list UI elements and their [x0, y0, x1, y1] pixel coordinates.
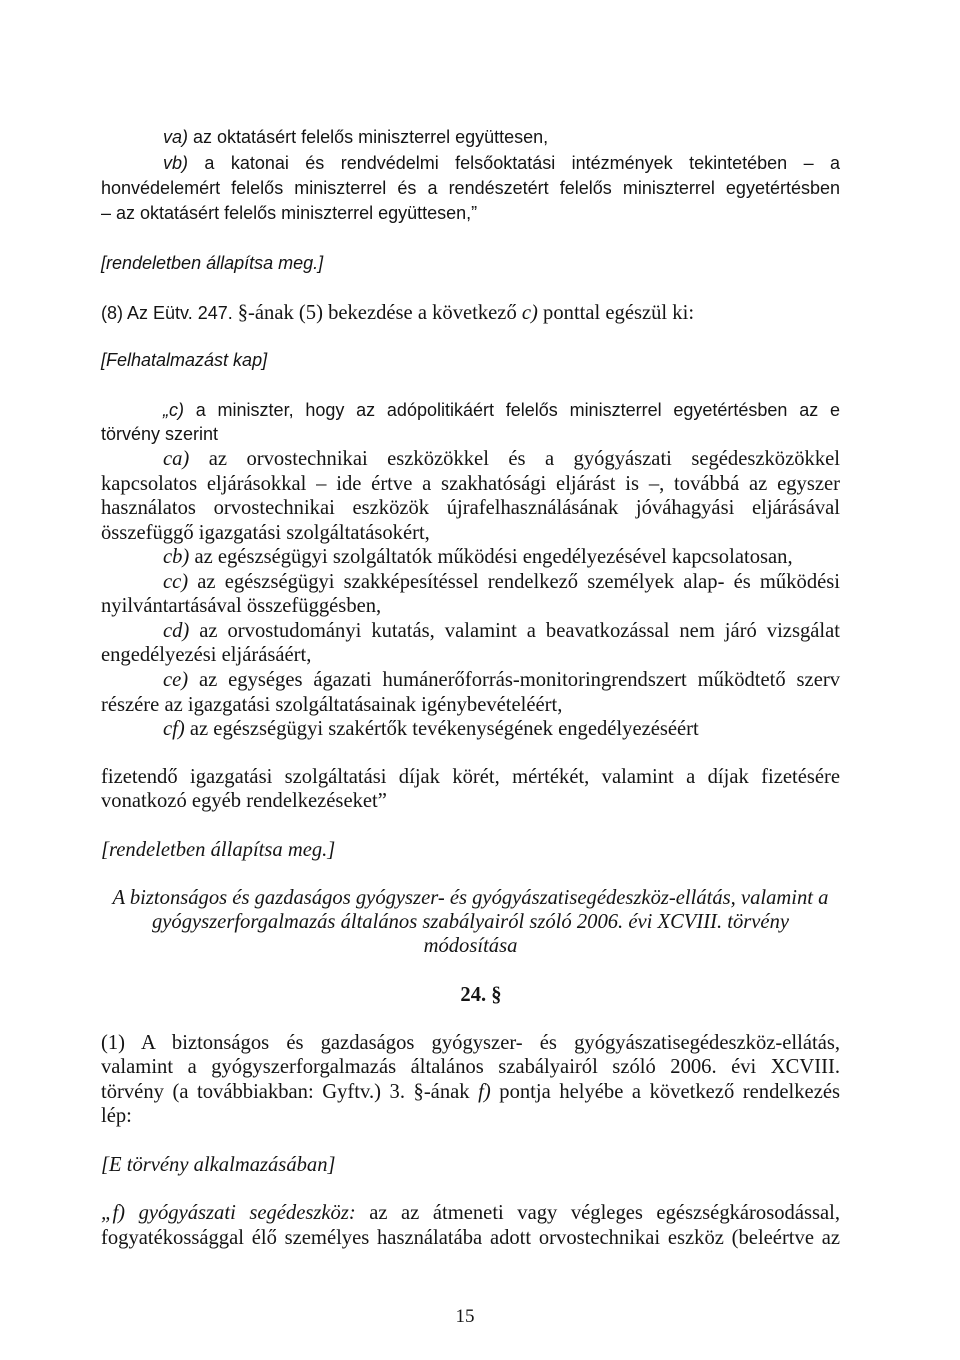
subpoint-cd-text-1: az orvostudományi kutatás, valamint a beavatkozással nem járó vizsgálat	[189, 620, 840, 642]
chapter-title-line-1: A biztonságos és gazdaságos gyógyszer- és gyógyászatisegédeszköz-ellátás, valamint a	[112, 887, 829, 909]
subpoint-cc-text-1: az egészségügyi szakképesítéssel rendelkező személyek alap- és működési	[188, 571, 840, 593]
definition-f-line-2: fogyatékossággal élő személyes használatába adott orvostechnikai eszköz (beleértve az	[101, 1227, 840, 1249]
item-vb-label: vb)	[163, 153, 189, 173]
paragraph-1-point-ref: f)	[478, 1081, 491, 1103]
amendment-8-number-ref: (8) Az Eütv. 247.	[101, 303, 238, 323]
item-vb-line-2: honvédelemért felelős miniszterrel és a rendészetért felelős miniszterrel egyetértésben	[101, 178, 840, 198]
subpoint-ca-line-1	[163, 446, 840, 472]
enacting-clause-1: [rendeletben állapítsa meg.]	[101, 253, 324, 273]
subpoint-ce-line-1	[163, 667, 840, 693]
paragraph-1-line-3-before: törvény (a továbbiakban: Gyftv.) 3. §-ának	[101, 1081, 479, 1103]
subpoint-cf-label: cf)	[163, 718, 185, 740]
subpoint-cc-label: cc)	[163, 571, 189, 593]
point-c-line-2: törvény szerint	[101, 424, 219, 444]
paragraph-1-line-4: lép:	[101, 1105, 132, 1127]
point-c-line-1	[163, 397, 840, 423]
paragraph-1-line-3	[101, 1079, 840, 1105]
closing-line-1: fizetendő igazgatási szolgáltatási díjak körét, mértékét, valamint a díjak fizetésére	[101, 766, 840, 788]
item-vb-text-1: a katonai és rendvédelmi felsőoktatási intézmények tekintetében – a	[188, 153, 840, 173]
subpoint-cb-text-1: az egészségügyi szolgáltatók működési engedélyezésével kapcsolatosan,	[189, 546, 793, 568]
subpoint-ce-line-2: részére az igazgatási szolgáltatásainak igénybevételéért,	[101, 694, 563, 716]
amendment-8-intro	[101, 300, 840, 326]
definition-f-term: „f) gyógyászati segédeszköz:	[101, 1202, 356, 1224]
subpoint-ca-text-1: az orvostechnikai eszközökkel és a gyógyászati segédeszközökkel	[189, 448, 840, 470]
paragraph-1-line-1: (1) A biztonságos és gazdaságos gyógyszer- és gyógyászatisegédeszköz-ellátás,	[101, 1032, 840, 1054]
subpoint-ca-line-3: használatos orvostechnikai eszközök újrafelhasználásának jóváhagyási eljárásával	[101, 497, 840, 519]
context-heading-2: [E törvény alkalmazásában]	[101, 1154, 336, 1176]
item-vb-line-1	[163, 150, 840, 176]
definition-f-line-1	[101, 1200, 840, 1226]
chapter-title-line-3: módosítása	[423, 935, 518, 957]
page-number: 15	[455, 1306, 475, 1327]
item-va-text: az oktatásért felelős miniszterrel együttesen,	[188, 127, 549, 147]
subpoint-cf-line-1	[163, 716, 840, 742]
paragraph-1-line-3-after: pontja helyébe a következő rendelkezés	[490, 1081, 840, 1103]
subpoint-cd-line-2: engedélyezési eljárásáért,	[101, 644, 312, 666]
chapter-title-line-2: gyógyszerforgalmazás általános szabályairól szóló 2006. évi XCVIII. törvény	[151, 911, 790, 933]
subpoint-cc-line-1	[163, 569, 840, 595]
section-number: 24. §	[460, 984, 502, 1006]
definition-f-text-1: az az átmeneti vagy végleges egészségkárosodással,	[355, 1202, 840, 1224]
subpoint-ca-line-4: összefüggő igazgatási szolgáltatásokért,	[101, 522, 430, 544]
item-va-label: va)	[163, 127, 189, 147]
enacting-clause-2: [rendeletben állapítsa meg.]	[101, 839, 336, 861]
subpoint-cb-line-1	[163, 544, 840, 570]
paragraph-1-line-2: valamint a gyógyszerforgalmazás általános szabályairól szóló 2006. évi XCVIII.	[101, 1056, 840, 1078]
point-c-label: „c)	[163, 400, 184, 420]
subpoint-cd-line-1	[163, 618, 840, 644]
amendment-8-point-ref: c)	[521, 302, 538, 324]
item-va-line	[163, 124, 840, 150]
subpoint-ce-label: ce)	[163, 669, 189, 691]
item-vb-line-3: – az oktatásért felelős miniszterrel együttesen,”	[101, 203, 478, 223]
amendment-8-text-before: §-ának (5) bekezdése a következő	[237, 302, 522, 324]
subpoint-ca-label: ca)	[163, 448, 190, 470]
closing-line-2: vonatkozó egyéb rendelkezéseket”	[101, 790, 387, 812]
subpoint-ca-line-2: kapcsolatos eljárásokkal – ide értve a szakhatósági eljárást is –, továbbá az egyszer	[101, 473, 840, 495]
point-c-text-1: a miniszter, hogy az adópolitikáért felelős miniszterrel egyetértésben az e	[184, 400, 840, 420]
subpoint-ce-text-1: az egységes ágazati humánerőforrás-monitoringrendszert működtető szerv	[188, 669, 840, 691]
subpoint-cc-line-2: nyilvántartásával összefüggésben,	[101, 595, 382, 617]
subpoint-cd-label: cd)	[163, 620, 190, 642]
subpoint-cf-text-1: az egészségügyi szakértők tevékenységének engedélyezéséért	[184, 718, 699, 740]
subpoint-cb-label: cb)	[163, 546, 190, 568]
amendment-8-text-after: ponttal egészül ki:	[537, 302, 695, 324]
context-heading-1: [Felhatalmazást kap]	[101, 350, 268, 370]
